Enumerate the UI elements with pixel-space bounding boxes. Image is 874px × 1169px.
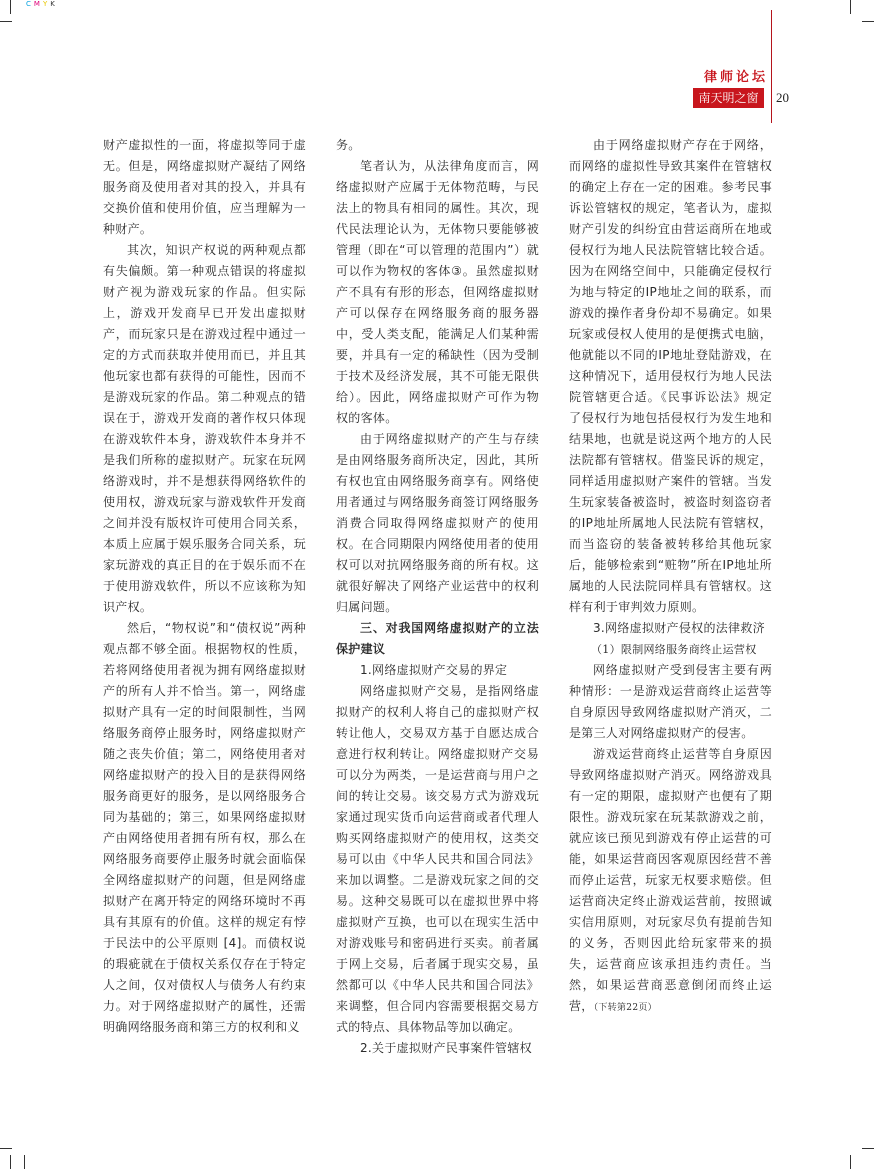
minor-heading: （1）限制网络服务商终止运营权	[591, 643, 757, 656]
paragraph: 笔者认为，从法律角度而言，网络虚拟财产应属于无体物范畴，与民法上的物具有相同的属性。其次，现代民法理论认为，无体物只要能够被管理（即在“可以管理的范围内”）就可以作为物权的客体③。虽然虚拟财产不具有有形的形态，但网络虚拟财产可以保存在网络服务商的服务器中，受人类支配，能满足人们某种需要，并具有一定的稀缺性（因为受制于技术及经济发展，其不可能无限供给）。因此，网络虚拟财产可作为物权的客体。	[336, 159, 539, 425]
crop-mark	[862, 21, 874, 22]
paragraph: 然后，“物权说”和“债权说”两种观点都不够全面。根据物权的性质，若将网络使用者视为拥有网络虚拟财产的所有人并不恰当。第一，网络虚拟财产具有一定的时间限制性，当网络服务商停止服务时，网络虚拟财产随之丧失价值；第二，网络使用者对网络虚拟财产的投入目的是获得网络服务商更好的服务，是以网络服务合同为基础的；第三，如果网络虚拟财产由网络使用者拥有所有权，那么在网络服务商要停止服务时就会面临保全网络虚拟财产的问题，但是网络虚拟财产在离开特定的网络环境时不再具有其原有的价值。这样的规定有悖于民法中的公平原则 [4]。而债权说的瑕疵就在于债权关系仅存在于特定人之间，仅对债权人与债务人有约束力。对于网络虚拟财产的属性，还需明确网络服务商和第三方的权利和义	[103, 621, 306, 1034]
column-name-badge: 南天明之窗	[693, 88, 764, 108]
text-column-2	[336, 135, 539, 1059]
paragraph: 务。	[336, 138, 361, 152]
section-heading: 三、对我国网络虚拟财产的立法保护建议	[336, 621, 539, 656]
paragraph-text: 游戏运营商终止运营等自身原因导致网络虚拟财产消灭。网络游戏具有一定的期限，虚拟财产也便有了期限性。游戏玩家在玩某款游戏之前，就应该已预见到游戏有停止运营的可能，如果运营商因客观原因经营不善而停止运营，玩家无权要求赔偿。但运营商决定终止游戏运营前，按照诚实信用原则，对玩家尽负有提前告知的义务，否则因此给玩家带来的损失，运营商应该承担违约责任。当然，如果运营商恶意倒闭而终止运营，	[569, 747, 772, 1013]
paragraph: 由于网络虚拟财产存在于网络，而网络的虚拟性导致其案件在管辖权的确定上存在一定的困难。参考民事诉讼管辖权的规定，笔者认为，虚拟财产引发的纠纷宜由营运商所在地或侵权行为地人民法院管辖比较合适。因为在网络空间中，只能确定侵权行为地与特定的IP地址之间的联系，而游戏的操作者身份却不易确定。如果玩家或侵权人使用的是便携式电脑，他就能以不同的IP地址登陆游戏，在这种情况下，适用侵权行为地人民法院管辖更合适。《民事诉讼法》规定了侵权行为地包括侵权行为发生地和结果地，也就是说这两个地方的人民法院都有管辖权。借鉴民诉的规定，同样适用虚拟财产案件的管辖。当发生玩家装备被盗时，被盗时刻盗窃者的IP地址所属地人民法院有管辖权，而当盗窃的装备被转移给其他玩家后，能够检索到“赃物”所在IP地址所属地的人民法院同样具有管辖权。这样有利于审判效力原则。	[569, 138, 772, 614]
crop-mark	[850, 0, 851, 14]
crop-mark	[10, 1155, 11, 1169]
crop-mark	[862, 1148, 874, 1149]
yellow-label: Y	[42, 0, 51, 8]
crop-mark	[0, 21, 12, 22]
crop-mark	[0, 1148, 12, 1149]
paragraph	[569, 744, 772, 1019]
subsection-heading: 2.关于虚拟财产民事案件管辖权	[360, 1041, 532, 1055]
paragraph: 由于网络虚拟财产的产生与存续是由网络服务商所决定，因此，其所有权也宜由网络服务商享有。网络使用者通过与网络服务商签订网络服务消费合同取得网络虚拟财产的使用权。在合同期限内网络使用者的使用权可以对抗网络服务商的所有权。这就很好解决了网络产业运营中的权利归属问题。	[336, 432, 539, 614]
magenta-label: M	[33, 0, 43, 8]
subsection-heading: 3.网络虚拟财产侵权的法律救济	[593, 621, 765, 635]
page-number: 20	[776, 90, 789, 105]
paragraph: 网络虚拟财产受到侵害主要有两种情形：一是游戏运营商终止运营等自身原因导致网络虚拟财产消灭，二是第三人对网络虚拟财产的侵害。	[569, 663, 772, 740]
subsection-heading: 1.网络虚拟财产交易的界定	[360, 663, 508, 677]
continued-note: （下转第22页）	[593, 1003, 657, 1013]
black-label: K	[50, 0, 58, 8]
crop-mark	[850, 1155, 851, 1169]
paragraph: 财产虚拟性的一面，将虚拟等同于虚无。但是，网络虚拟财产凝结了网络服务商及使用者对其的投入，并具有交换价值和使用价值，应当理解为一种财产。	[103, 138, 306, 236]
crop-mark	[24, 1155, 25, 1169]
registration-colors	[26, 0, 58, 8]
cyan-label: C	[26, 0, 34, 8]
text-column-1	[103, 135, 306, 1038]
header-divider	[771, 10, 772, 123]
paragraph: 其次，知识产权说的两种观点都有失偏颇。第一种观点错误的将虚拟财产视为游戏玩家的作品。但实际上，游戏开发商早已开发出虚拟财产，而玩家只是在游戏过程中通过一定的方式而获取并使用而已，并且其他玩家也都有获得的可能性，因而不是游戏玩家的作品。第二种观点的错误在于，游戏开发商的著作权只体现在游戏软件本身，游戏软件本身并不是我们所称的虚拟财产。玩家在玩网络游戏时，并不是想获得网络软件的使用权，游戏玩家与游戏软件开发商之间并没有版权许可使用合同关系，本质上应属于娱乐服务合同关系，玩家玩游戏的真正目的在于娱乐而不在于使用游戏软件，所以不应该称为知识产权。	[103, 243, 306, 614]
text-column-3	[569, 135, 772, 1019]
crop-mark	[10, 0, 11, 14]
section-title: 律师论坛	[703, 70, 768, 85]
paragraph: 网络虚拟财产交易，是指网络虚拟财产的权利人将自己的虚拟财产权转让他人，交易双方基于自愿达成合意进行权利转让。网络虚拟财产交易可以分为两类，一是运营商与用户之间的转让交易。该交易方式为游戏玩家通过现实货币向运营商或者代理人购买网络虚拟财产的使用权，这类交易可以由《中华人民共和国合同法》来加以调整。二是游戏玩家之间的交易。这种交易既可以在虚拟世界中将虚拟财产互换，也可以在现实生活中对游戏账号和密码进行买卖。前者属于网上交易，后者属于现实交易，虽然都可以《中华人民共和国合同法》来调整，但合同内容需要根据交易方式的特点、具体物品等加以确定。	[336, 684, 539, 1034]
